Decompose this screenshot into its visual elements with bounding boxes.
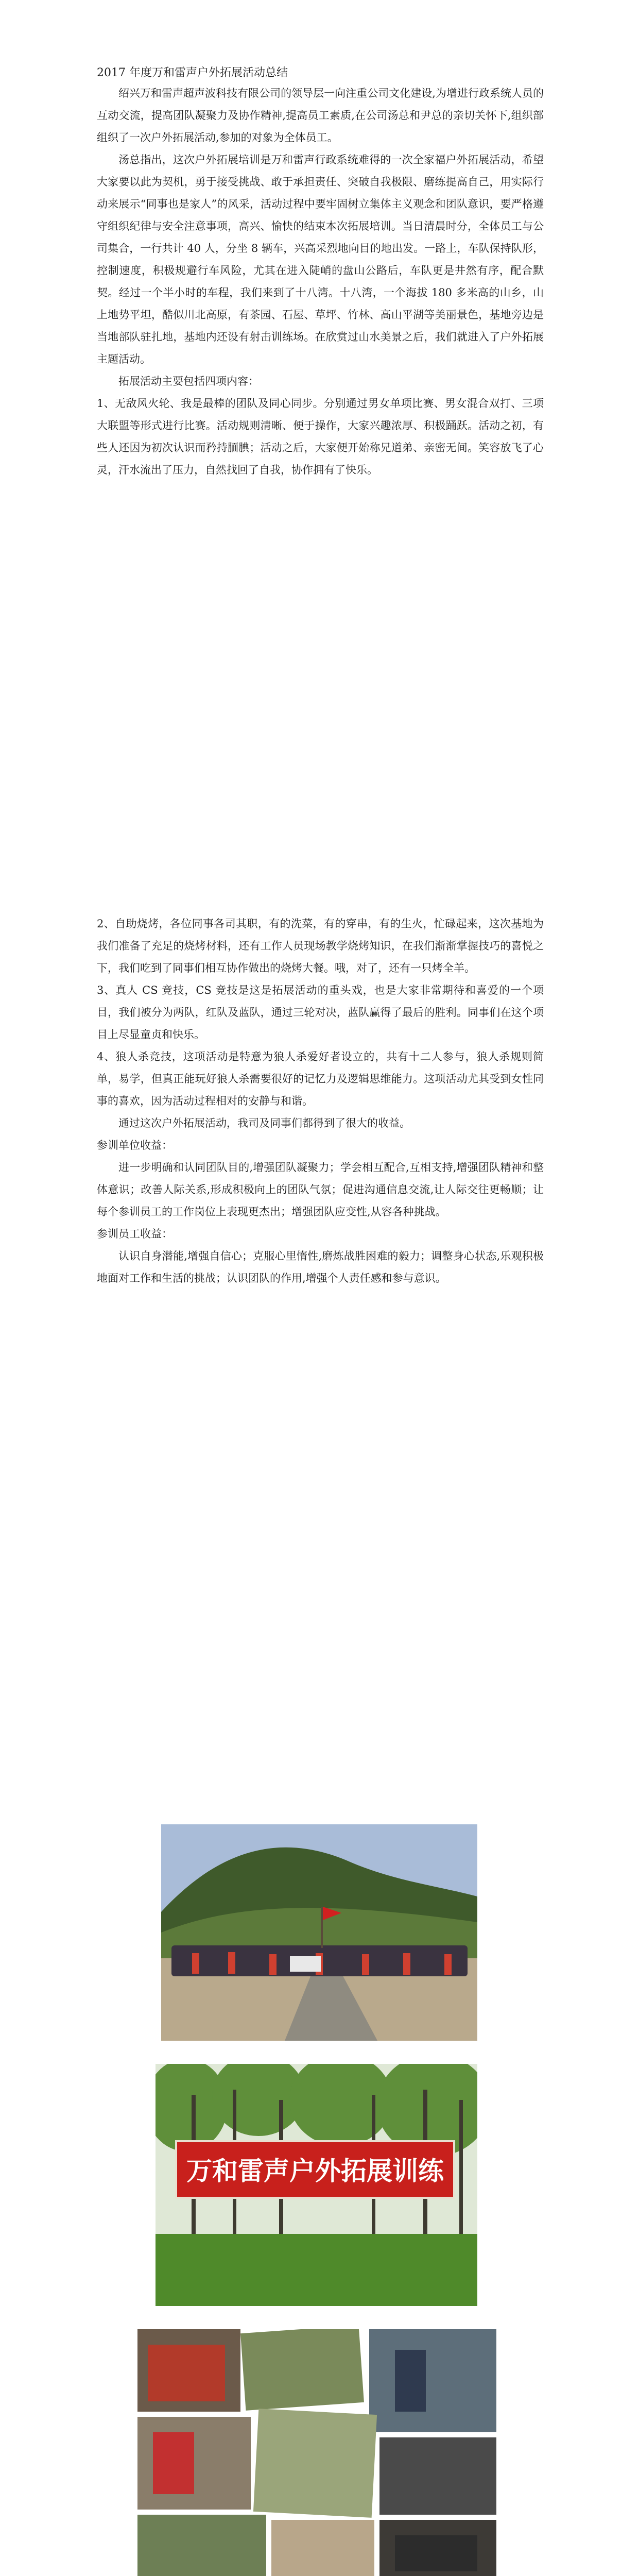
staff-benefit-paragraph: 认识自身潜能,增强自信心；克服心里惰性,磨炼战胜困难的毅力；调整身心状态,乐观积极地面对工作和生活的挑战；认识团队的作用,增强个人责任感和参与意识。 [97,1250,544,1284]
group-photo-illustration [161,1824,477,2041]
document-title [97,62,544,84]
item-1-paragraph: 1、无敌风火轮、我是最棒的团队及同心同步。分别通过男女单项比赛、男女混合双打、三项大联盟等形式进行比赛。活动规则清晰、便于操作，大家兴趣浓厚、积极踊跃。活动之初，有些人还因为初次认识而矜持腼腆；活动之后，大家便开始称兄道弟、亲密无间。笑容放飞了心灵，汗水流出了压力，自然找回了自我，协作拥有了快乐。 [97,397,544,476]
summary-paragraph: 汤总指出，这次户外拓展培训是万和雷声行政系统难得的一次全家福户外拓展活动，希望大家要以此为契机，勇于接受挑战、敢于承担责任、突破自我极限、磨练提高自己，用实际行动来展示“同事也是家人”的风采，活动过程中要牢固树立集体主义观念和团队意识，要严格遵守组织纪律与安全注意事项，高兴、愉快的结束本次拓展培训。当日清晨时分，全体员工与公司集合，一行共计 40 人，分坐 8 辆车，兴高采烈地向目的地出发。一路上，车队保持队形，控制速度，积极规避行车风险，尤其在进入陡峭的盘山公路后，车队更是井然有序，配合默契。经过一个半小时的车程，我们来到了十八湾。十八湾，一个海拔 180 多米高的山乡，山上地势平坦，酷似川北高原，有茶园、石屋、草坪、竹林、高山平湖等美丽景色，基地旁边是当地部队驻扎地，基地内还设有射击训练场。在欣赏过山水美景之后，我们就进入了户外拓展主题活动。 [97,154,544,365]
activity-collage [137,2329,496,2576]
activity-collage-illustration [137,2329,496,2576]
item-2-paragraph: 2、自助烧烤，各位同事各司其职，有的洗菜，有的穿串，有的生火，忙碌起来，这次基地为我们准备了充足的烧烤材料，还有工作人员现场教学烧烤知识，在我们渐渐掌握技巧的喜悦之下，我们吃到了同事们相互协作做出的烧烤大餐。哦，对了，还有一只烤全羊。 [97,918,544,974]
unit-benefit-paragraph: 进一步明确和认同团队目的,增强团队凝聚力；学会相互配合,互相支持,增强团队精神和整体意识；改善人际关系,形成积极向上的团队气氛；促进沟通信息交流,让人际交往更畅顺；让每个参训员工的工作岗位上表现更杰出；增强团队应变性,从容各种挑战。 [97,1161,544,1218]
group-photo [161,1824,477,2041]
item-4-paragraph: 4、狼人杀竞技，这项活动是特意为狼人杀爱好者设立的，共有十二人参与，狼人杀规则简单，易学，但真正能玩好狼人杀需要很好的记忆力及逻辑思维能力。这项活动尤其受到女性同事的喜欢，因为活动过程相对的安静与和谐。 [97,1050,544,1107]
body-block-bottom [97,913,544,1290]
staff-benefit-heading: 参训员工收益： [97,1228,172,1240]
title-text: 2017 年度万和雷声户外拓展活动总结 [97,66,288,79]
body-block-top [97,82,544,481]
unit-benefit-heading: 参训单位收益： [97,1139,172,1151]
banner-photo-illustration [156,2064,477,2306]
item-3-paragraph: 3、真人 CS 竞技，CS 竞技是这是拓展活动的重头戏，也是大家非常期待和喜爱的一个项目，我们被分为两队，红队及蓝队，通过三轮对决，蓝队赢得了最后的胜利。同事们在这个项目上尽显童贞和快乐。 [97,984,544,1041]
intro-paragraph: 绍兴万和雷声超声波科技有限公司的领导层一向注重公司文化建设,为增进行政系统人员的互动交流，提高团队凝聚力及协作精神,提高员工素质,在公司汤总和尹总的亲切关怀下,组织部组织了一次户外拓展活动,参加的对象为全体员工。 [97,87,544,144]
banner-photo [156,2064,477,2306]
closing-paragraph: 通过这次户外拓展活动，我司及同事们都得到了很大的收益。 [118,1117,410,1129]
items-intro: 拓展活动主要包括四项内容： [118,375,259,387]
banner-text: 万和雷声户外拓展训练 [186,2156,444,2186]
